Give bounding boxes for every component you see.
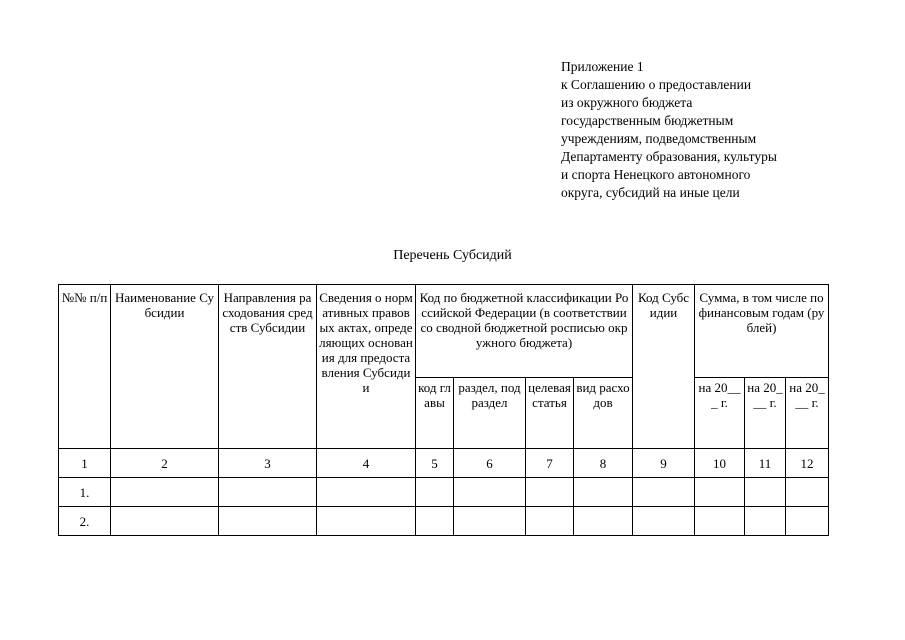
appendix-line: из окружного бюджета: [561, 95, 693, 110]
header-sum: Сумма, в том числе по финансовым годам (рублей): [695, 285, 829, 378]
row-number: 1.: [59, 478, 111, 507]
subheader-razdel: раздел, подраздел: [454, 378, 526, 449]
subsidy-table: [58, 284, 829, 536]
column-number: 1: [59, 449, 111, 478]
appendix-line: учреждениям, подведомственным: [561, 131, 757, 146]
column-number: 10: [695, 449, 745, 478]
appendix-block: [561, 58, 861, 202]
table-cell: [786, 478, 829, 507]
column-number: 3: [219, 449, 317, 478]
appendix-line: Департаменту образования, культуры: [561, 149, 777, 164]
table-cell: [745, 478, 786, 507]
appendix-line: и спорта Ненецкого автономного: [561, 167, 751, 182]
table-cell: [454, 478, 526, 507]
header-num: №№ п/п: [59, 285, 111, 449]
subheader-vid: вид расходов: [574, 378, 633, 449]
table-cell: [633, 507, 695, 536]
header-acts: Сведения о нормативных правовых актах, определяющих основания для предоставления Субсидии: [317, 285, 416, 449]
table-cell: [526, 478, 574, 507]
table-cell: [695, 507, 745, 536]
column-number: 2: [111, 449, 219, 478]
document-title: Перечень Субсидий: [393, 248, 512, 263]
appendix-line: государственным бюджетным: [561, 113, 734, 128]
column-number: 9: [633, 449, 695, 478]
subheader-kod-glavy: код главы: [416, 378, 454, 449]
table-cell: [574, 507, 633, 536]
table-row: [59, 507, 829, 536]
table-cell: [219, 478, 317, 507]
table-cell: [695, 478, 745, 507]
table-cell: [416, 478, 454, 507]
table-cell: [633, 478, 695, 507]
table-cell: [317, 507, 416, 536]
header-name: Наименование Субсидии: [111, 285, 219, 449]
table-cell: [111, 478, 219, 507]
appendix-line: округа, субсидий на иные цели: [561, 185, 740, 200]
subheader-year2: на 20___ г.: [745, 378, 786, 449]
header-subsidy-code: Код Субсидии: [633, 285, 695, 449]
table-cell: [745, 507, 786, 536]
header-budget-code: Код по бюджетной классификации Российской Федерации (в соответствии со сводной бюджетной росписью окружного бюджета): [416, 285, 633, 378]
column-number: 7: [526, 449, 574, 478]
appendix-line: Приложение 1: [561, 59, 644, 74]
table-cell: [416, 507, 454, 536]
subheader-year1: на 20___ г.: [695, 378, 745, 449]
column-number: 11: [745, 449, 786, 478]
subheader-year3: на 20___ г.: [786, 378, 829, 449]
column-number-row: [59, 449, 829, 478]
header-direction: Направления расходования средств Субсидии: [219, 285, 317, 449]
table-cell: [526, 507, 574, 536]
header-row: [59, 285, 829, 378]
table-cell: [786, 507, 829, 536]
table-cell: [454, 507, 526, 536]
column-number: 6: [454, 449, 526, 478]
table-cell: [111, 507, 219, 536]
column-number: 4: [317, 449, 416, 478]
column-number: 12: [786, 449, 829, 478]
appendix-line: к Соглашению о предоставлении: [561, 77, 752, 92]
table-cell: [219, 507, 317, 536]
column-number: 8: [574, 449, 633, 478]
subheader-celevaya: целевая статья: [526, 378, 574, 449]
table-cell: [574, 478, 633, 507]
column-number: 5: [416, 449, 454, 478]
row-number: 2.: [59, 507, 111, 536]
table-cell: [317, 478, 416, 507]
table-row: [59, 478, 829, 507]
